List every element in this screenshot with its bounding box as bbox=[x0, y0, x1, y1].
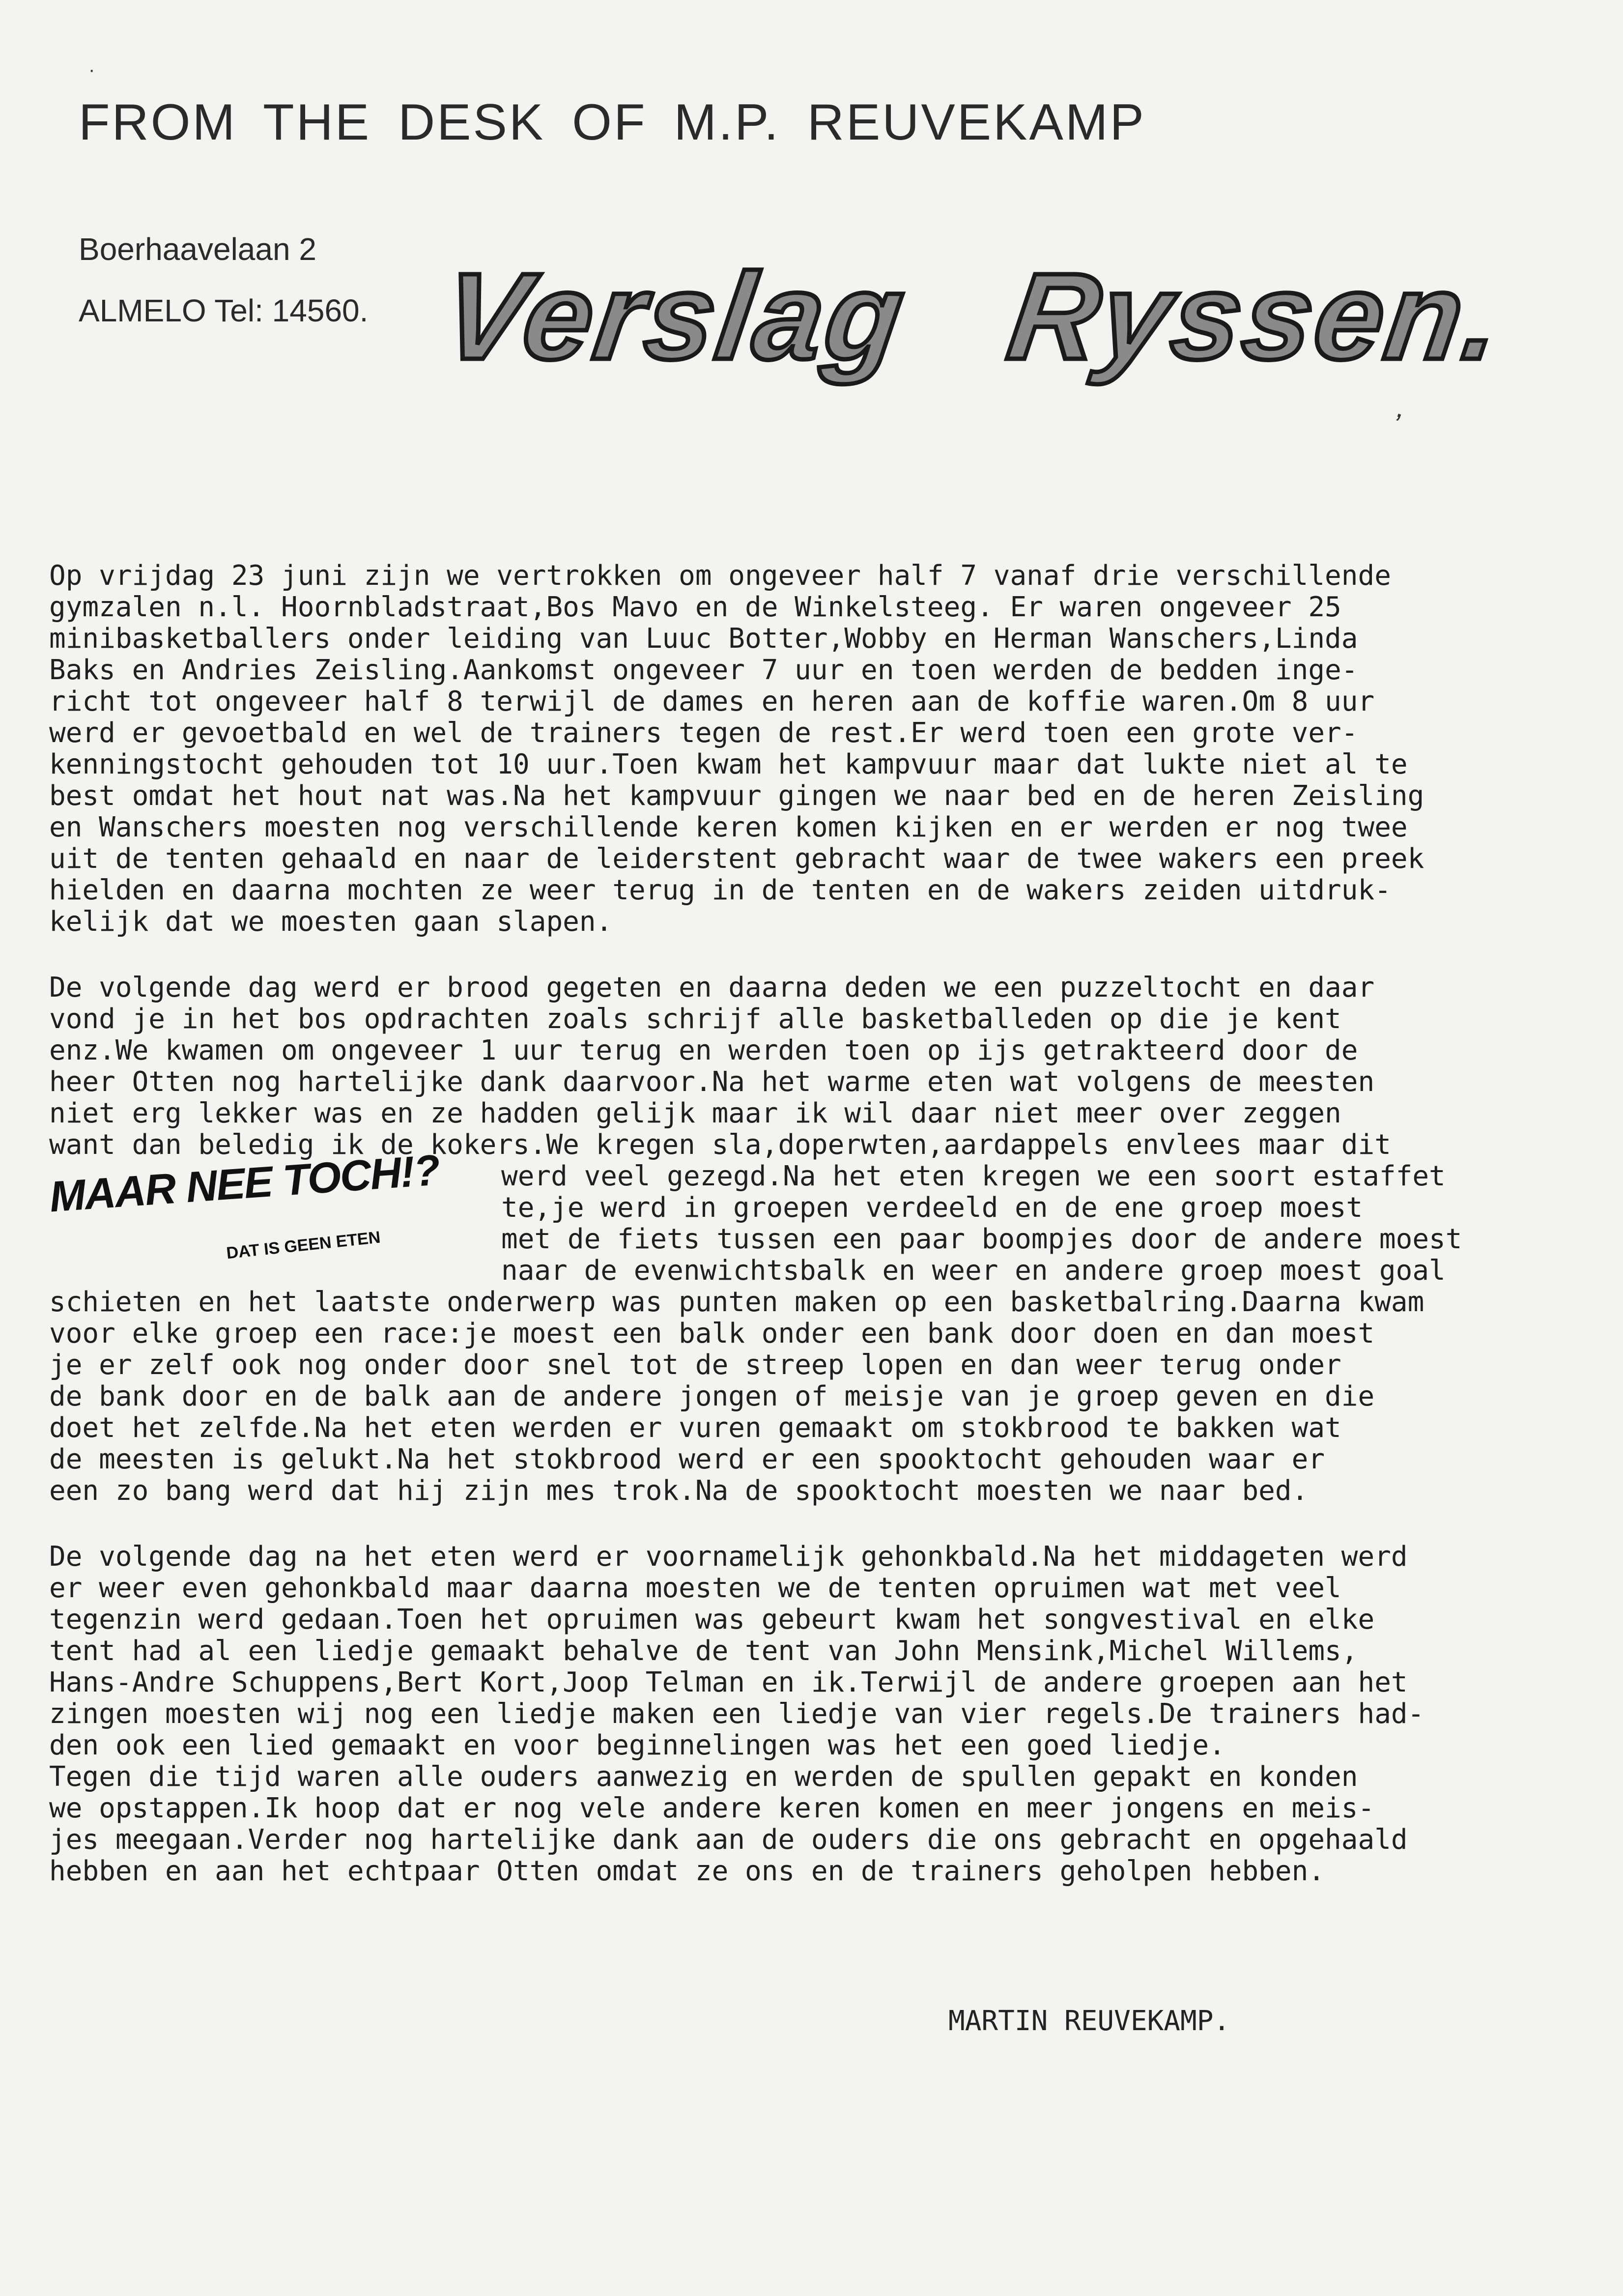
pen-mark: , bbox=[1393, 391, 1412, 425]
paragraph-4 bbox=[49, 1541, 1563, 1887]
text-line: richt tot ongeveer half 8 terwijl de dames en heren aan de koffie waren.Om 8 uur bbox=[49, 686, 1375, 718]
text-line: een zo bang werd dat hij zijn mes trok.Na de spooktocht moesten we naar bed. bbox=[49, 1475, 1309, 1507]
text-line: Tegen die tijd waren alle ouders aanwezig en werden de spullen gepakt en konden bbox=[49, 1761, 1358, 1793]
text-line: Baks en Andries Zeisling.Aankomst ongeveer 7 uur en toen werden de bedden inge- bbox=[49, 654, 1358, 686]
text-line: De volgende dag na het eten werd er voornamelijk gehonkbald.Na het middageten werd bbox=[49, 1541, 1408, 1573]
text-line: er weer even gehonkbald maar daarna moesten we de tenten opruimen wat met veel bbox=[49, 1572, 1341, 1604]
text-line: schieten en het laatste onderwerp was punten maken op een basketbalring.Daarna kwam bbox=[49, 1286, 1424, 1318]
text-line: te,je werd in groepen verdeeld en de ene groep moest bbox=[501, 1192, 1363, 1224]
stamp-text: MAAR NEE TOCH!? bbox=[48, 1145, 441, 1221]
text-line: werd er gevoetbald en wel de trainers tegen de rest.Er werd toen een grote ver- bbox=[49, 717, 1358, 749]
text-line: Op vrijdag 23 juni zijn we vertrokken om ongeveer half 7 vanaf drie verschillende bbox=[49, 560, 1391, 592]
text-line: naar de evenwichtsbalk en weer en andere groep moest goal bbox=[501, 1255, 1446, 1287]
text-line: de bank door en de balk aan de andere jongen of meisje van je groep geven en die bbox=[49, 1380, 1375, 1412]
text-line: Hans-Andre Schuppens,Bert Kort,Joop Telman en ik.Terwijl de andere groepen aan het bbox=[49, 1666, 1408, 1698]
text-line: best omdat het hout nat was.Na het kampvuur gingen we naar bed en de heren Zeisling bbox=[49, 780, 1424, 812]
text-line: want dan beledig ik de kokers.We kregen sla,doperwten,aardappels envlees maar dit bbox=[49, 1129, 1391, 1161]
text-line: jes meegaan.Verder nog hartelijke dank aan de ouders die ons gebracht en opgehaald bbox=[49, 1824, 1408, 1856]
text-line: voor elke groep een race:je moest een balk onder een bank door doen en dan moest bbox=[49, 1318, 1375, 1349]
text-line: tegenzin werd gedaan.Toen het opruimen was gebeurt kwam het songvestival en elke bbox=[49, 1604, 1375, 1636]
text-line: gymzalen n.l. Hoornbladstraat,Bos Mavo en de Winkelsteeg. Er waren ongeveer 25 bbox=[49, 591, 1341, 623]
text-line: minibasketballers onder leiding van Luuc Botter,Wobby en Herman Wanschers,Linda bbox=[49, 623, 1358, 655]
text-line: werd veel gezegd.Na het eten kregen we een soort estaffet bbox=[501, 1160, 1446, 1192]
letterhead-title: FROM THE DESK OF M.P. REUVEKAMP bbox=[79, 94, 1146, 151]
text-line: hielden en daarna mochten ze weer terug in de tenten en de wakers zeiden uitdruk- bbox=[49, 874, 1391, 906]
text-line: doet het zelfde.Na het eten werden er vuren gemaakt om stokbrood te bakken wat bbox=[49, 1412, 1341, 1444]
paragraph-2 bbox=[49, 972, 1563, 1161]
report-body bbox=[49, 560, 1563, 1922]
stamp-subtext: DAT IS GEEN ETEN bbox=[225, 1228, 381, 1263]
paragraph-1 bbox=[49, 560, 1563, 938]
text-line: tent had al een liedje gemaakt behalve de tent van John Mensink,Michel Willems, bbox=[49, 1635, 1358, 1667]
dot-mark: · bbox=[88, 59, 95, 81]
text-line: kelijk dat we moesten gaan slapen. bbox=[49, 906, 613, 938]
text-line: hebben en aan het echtpaar Otten omdat ze ons en de trainers geholpen hebben. bbox=[49, 1855, 1325, 1887]
text-line: De volgende dag werd er brood gegeten en daarna deden we een puzzeltocht en daar bbox=[49, 972, 1375, 1004]
text-line: de meesten is gelukt.Na het stokbrood werd er een spooktocht gehouden waar er bbox=[49, 1443, 1325, 1475]
text-line: enz.We kwamen om ongeveer 1 uur terug en werden toen op ijs getrakteerd door de bbox=[49, 1034, 1358, 1066]
text-line: je er zelf ook nog onder door snel tot de streep lopen en dan weer terug onder bbox=[49, 1349, 1341, 1381]
text-line: niet erg lekker was en ze hadden gelijk maar ik wil daar niet meer over zeggen bbox=[49, 1097, 1341, 1129]
text-line: uit de tenten gehaald en naar de leiderstent gebracht waar de twee wakers een preek bbox=[49, 843, 1424, 875]
text-line: we opstappen.Ik hoop dat er nog vele andere keren komen en meer jongens en meis- bbox=[49, 1792, 1375, 1824]
address-street: Boerhaavelaan 2 bbox=[79, 231, 316, 267]
address-city-phone: ALMELO Tel: 14560. bbox=[79, 293, 369, 328]
side-text bbox=[501, 1161, 1462, 1287]
text-line: den ook een lied gemaakt en voor beginnelingen was het een goed liedje. bbox=[49, 1729, 1225, 1761]
signature: MARTIN REUVEKAMP. bbox=[948, 2005, 1230, 2037]
text-line: met de fiets tussen een paar boompjes door de andere moest bbox=[501, 1223, 1462, 1255]
text-line: en Wanschers moesten nog verschillende keren komen kijken en er werden er nog twee bbox=[49, 811, 1408, 843]
text-line: zingen moesten wij nog een liedje maken een liedje van vier regels.De trainers had- bbox=[49, 1698, 1424, 1730]
paragraph-3 bbox=[49, 1287, 1563, 1507]
document-title: Verslag Ryssen. bbox=[435, 248, 1512, 385]
text-line: kenningstocht gehouden tot 10 uur.Toen kwam het kampvuur maar dat lukte niet al te bbox=[49, 748, 1408, 780]
text-line: heer Otten nog hartelijke dank daarvoor.Na het warme eten wat volgens de meesten bbox=[49, 1066, 1375, 1098]
text-line: vond je in het bos opdrachten zoals schrijf alle basketballeden op die je kent bbox=[49, 1003, 1341, 1035]
